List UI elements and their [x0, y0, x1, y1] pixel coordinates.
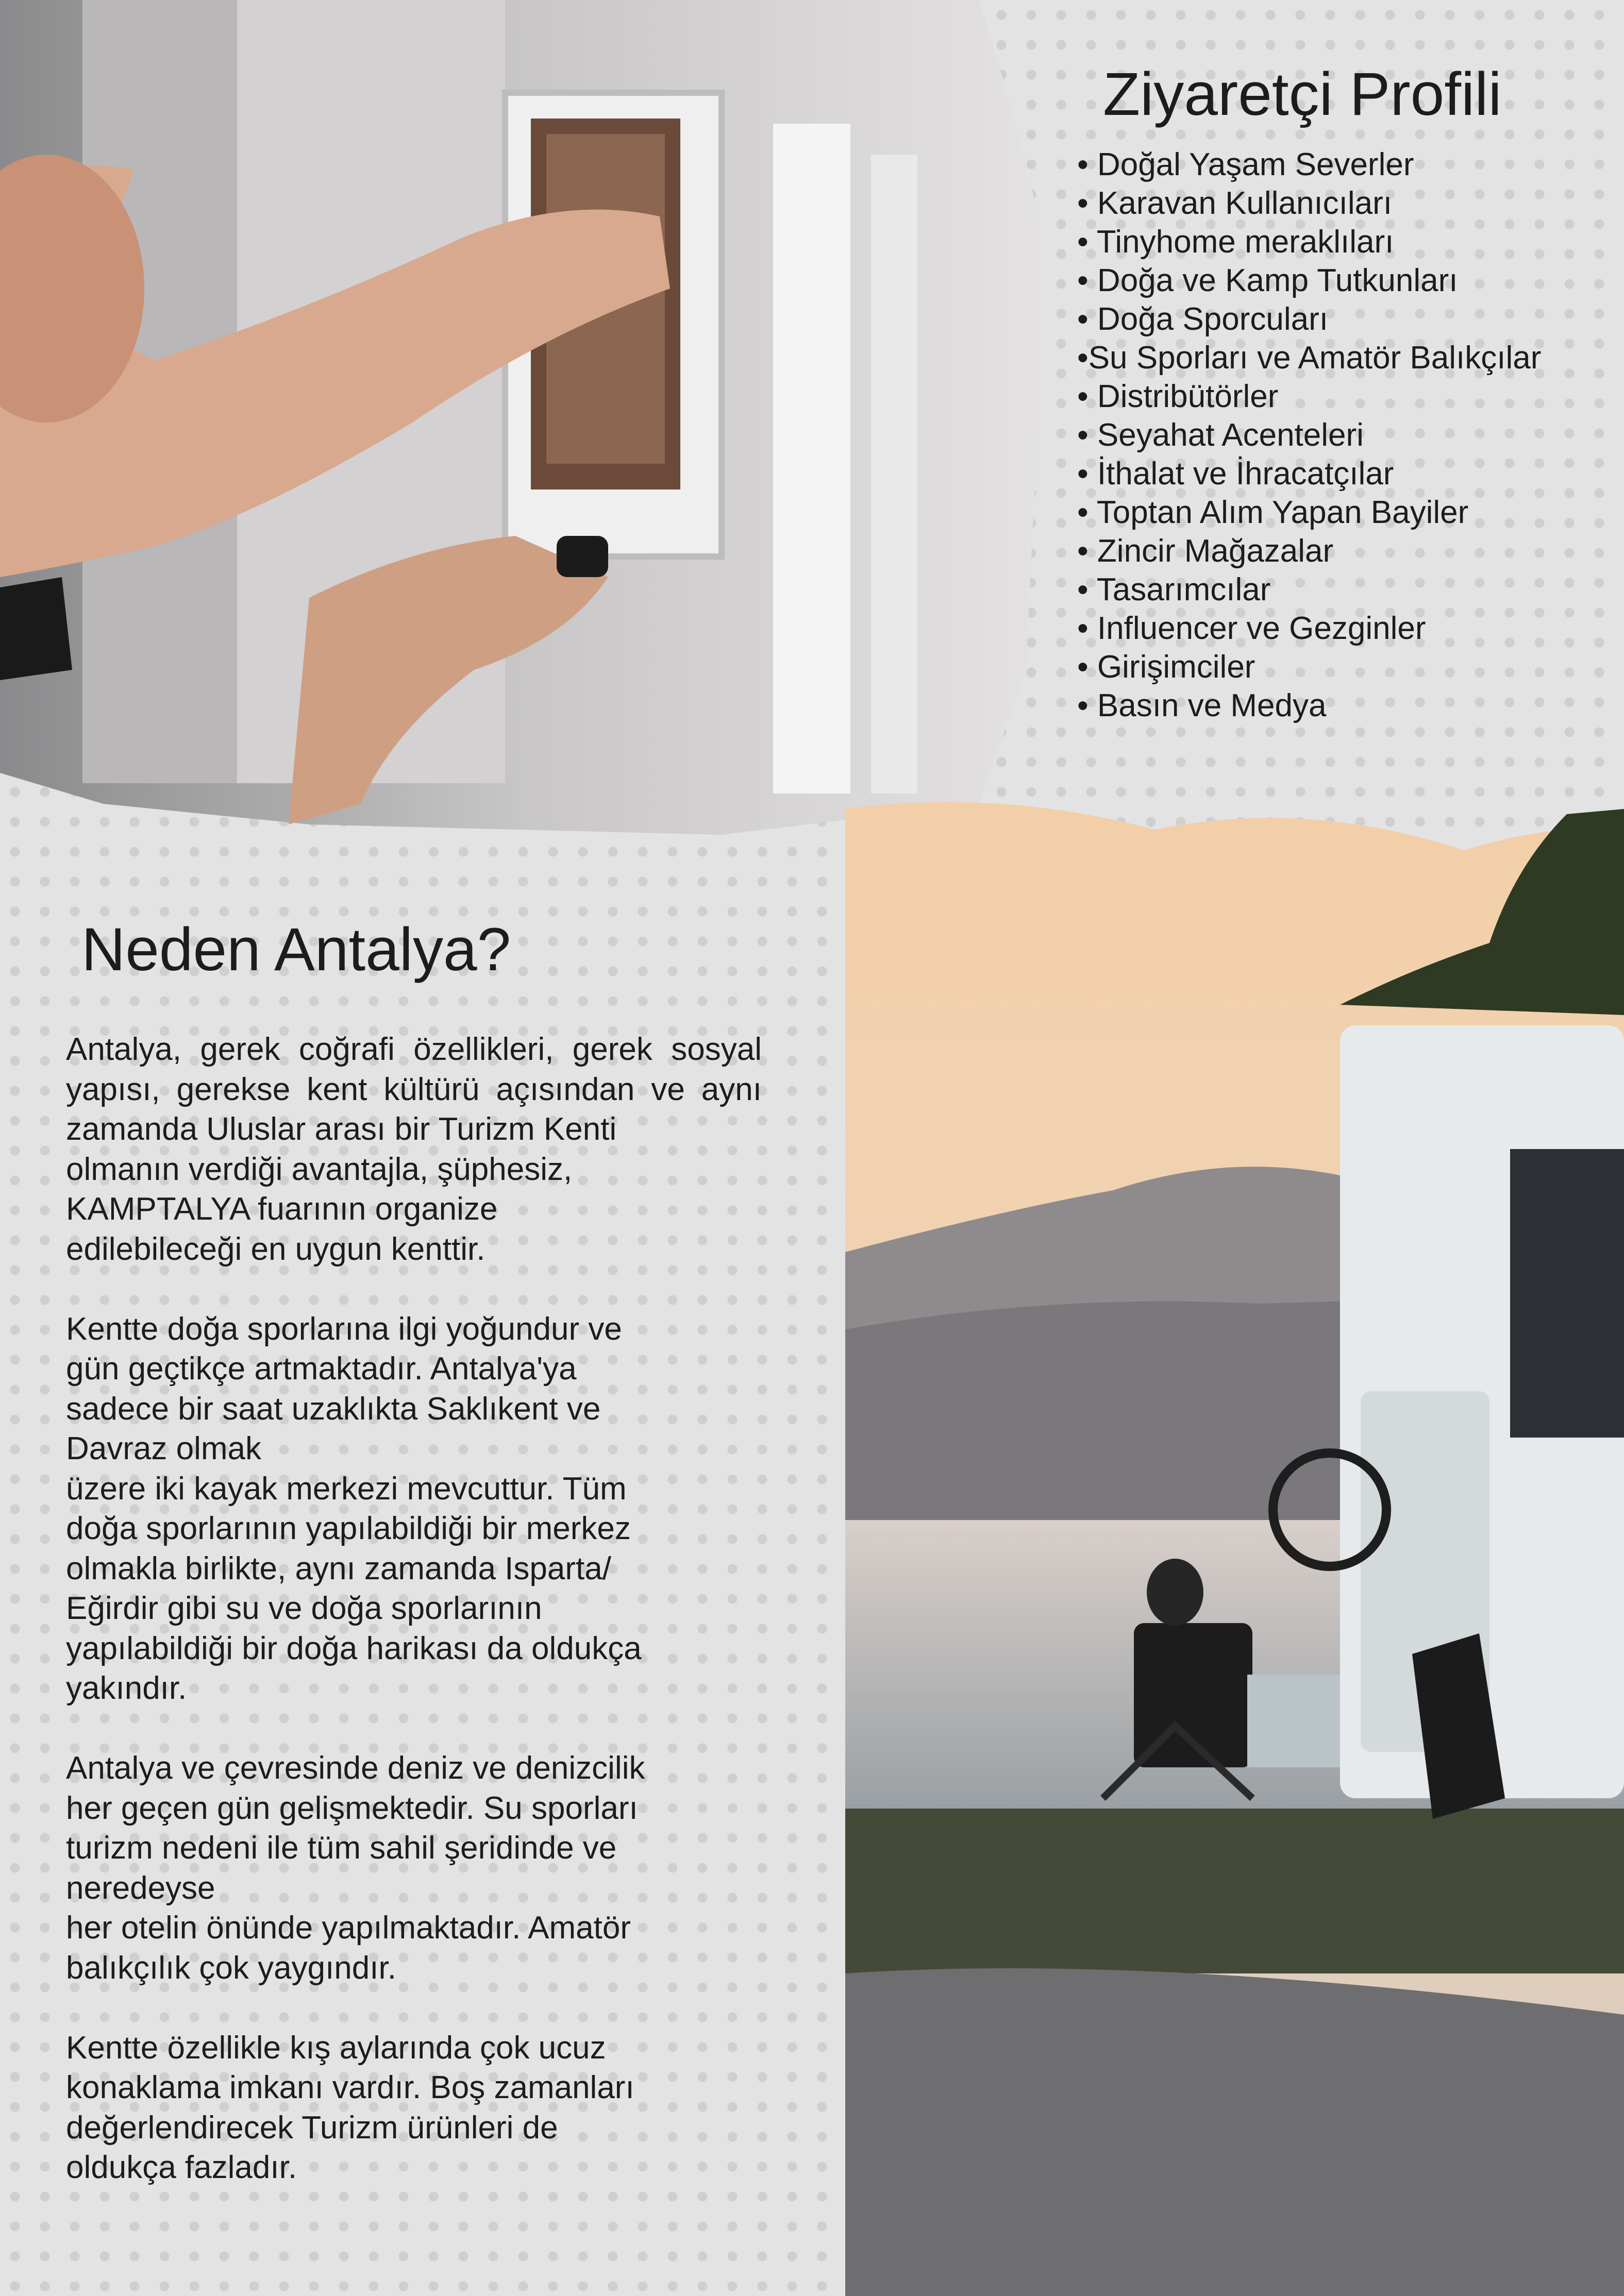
paragraph: Antalya ve çevresinde deniz ve denizcilik her geçen gün gelişmektedir. Su sporları turizm nedeni ile tüm sahil şeridinde ve neredeyse her otelin önünde yapılmaktadır. Amatör balıkçılık çok yaygındır. — [66, 1750, 645, 1986]
paragraph: Kentte doğa sporlarına ilgi yoğundur ve gün geçtikçe artmaktadır. Antalya'ya sadece bir saat uzaklıkta Saklıkent ve Davraz olmak üzere iki kayak merkezi mevcuttur. Tüm doğa sporlarının yapılabildiği bir merkez olmakla birlikte, aynı zamanda Isparta/ Eğirdir gibi su ve doğa sporlarının yapılabildiği bir doğa harikası da oldukça yakındır. — [66, 1311, 642, 1706]
campervan-photo — [845, 788, 1624, 2296]
list-item: • Influencer ve Gezginler — [1077, 611, 1426, 646]
why-antalya-title: Neden Antalya? — [81, 916, 511, 984]
list-item: • Tinyhome meraklıları — [1077, 224, 1394, 260]
list-item: • Doğa Sporcuları — [1077, 301, 1328, 337]
list-item: • İthalat ve İhracatçılar — [1077, 456, 1394, 492]
list-item: • Karavan Kullanıcıları — [1077, 185, 1393, 221]
list-item: • Basın ve Medya — [1077, 688, 1327, 723]
list-item: • Seyahat Acenteleri — [1077, 417, 1364, 453]
list-item: • Doğa ve Kamp Tutkunları — [1077, 263, 1458, 298]
list-item: • Distribütörler — [1077, 379, 1279, 414]
list-item: •Su Sporları ve Amatör Balıkçılar — [1077, 340, 1542, 376]
list-item: • Girişimciler — [1077, 649, 1255, 685]
list-item: • Zincir Mağazalar — [1077, 533, 1334, 569]
list-item: • Tasarımcılar — [1077, 572, 1271, 607]
visitor-profile-title: Ziyaretçi Profili — [1103, 60, 1502, 128]
list-item: • Doğal Yaşam Severler — [1077, 147, 1414, 182]
list-item: • Toptan Alım Yapan Bayiler — [1077, 495, 1469, 530]
paragraph: Kentte özellikle kış aylarında çok ucuz konaklama imkanı vardır. Boş zamanları değerlendirecek Turizm ürünleri de oldukça fazladır. — [66, 2030, 634, 2185]
technician-photo — [0, 0, 1072, 835]
visitor-profile-list — [1077, 145, 1541, 725]
paragraph: Antalya, gerek coğrafi özellikleri, gerek sosyal yapısı, gerekse kent kültürü açısından ve aynı zamanda Uluslar arası bir Turizm Kenti olmanın verdiği avantajla, şüphesiz, KAMPTALYA fuarının organize edilebileceği en uygun kenttir. — [66, 1032, 762, 1267]
why-antalya-body — [66, 1029, 762, 2227]
